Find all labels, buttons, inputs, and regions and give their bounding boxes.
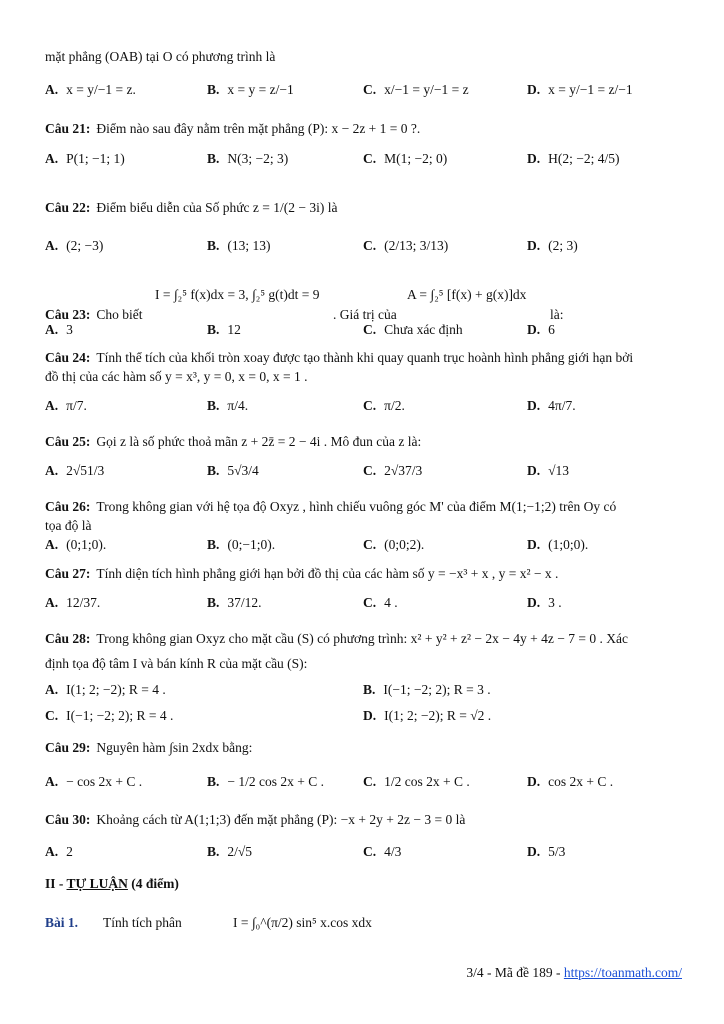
q21-option-c[interactable]: C. M(1; −2; 0) [363,151,448,166]
q30-option-d[interactable]: D. 5/3 [527,844,566,859]
q26-option-a[interactable]: A. (0;1;0). [45,537,107,552]
q27-text: Tính diện tích hình phẳng giới hạn bởi đồ thị của các hàm số y = −x³ + x , y = x² − x . [96,566,559,581]
q24-options [45,388,685,424]
q22-option-a[interactable]: A. (2; −3) [45,238,104,253]
bai1-text: Tính tích phân [103,915,182,930]
q25-label: Câu 25: [45,434,91,449]
q27-option-c[interactable]: C. 4 . [363,595,398,610]
q21-options [45,141,685,177]
section-suffix: (4 điểm) [127,876,179,891]
q24-stem-line1 [45,349,685,367]
q22-option-d[interactable]: D. (2; 3) [527,238,578,253]
q20-continuation-text: mặt phẳng (OAB) tại O có phương trình là [45,49,276,64]
q25-stem [45,433,685,451]
q24-text-line1: Tính thể tích của khối tròn xoay được tạo thành khi quay quanh trục hoành hình phẳng giới hạn bởi [96,350,634,365]
q26-option-c[interactable]: C. (0;0;2). [363,537,425,552]
q21-option-a[interactable]: A. P(1; −1; 1) [45,151,125,166]
q25-text: Gọi z là số phức thoả mãn z + 2z̄ = 2 − 4i . Mô đun của z là: [96,434,422,449]
q28-option-a[interactable]: A. I(1; 2; −2); R = 4 . [45,682,166,697]
q20-option-b-text: x = y = z/−1 [227,82,294,97]
q21-option-b[interactable]: B. N(3; −2; 3) [207,151,289,166]
bai1-row [45,914,685,932]
q20-options [45,72,685,108]
q29-option-d[interactable]: D. cos 2x + C . [527,774,614,789]
q30-text: Khoảng cách từ A(1;1;3) đến mặt phẳng (P): −x + 2y + 2z − 3 = 0 là [96,812,466,827]
q23-text-b: . Giá trị của [333,307,397,322]
q28-option-b[interactable]: B. I(−1; −2; 2); R = 3 . [363,682,491,697]
footer-link[interactable]: https://toanmath.com/ [563,965,682,980]
q24-stem-line2 [45,368,685,386]
q23-option-a[interactable]: A. 3 [45,322,73,337]
q22-option-c[interactable]: C. (2/13; 3/13) [363,238,449,253]
q20-option-a-text: x = y/−1 = z. [66,82,136,97]
q23-option-d[interactable]: D. 6 [527,322,555,337]
q20-option-b[interactable]: B. x = y = z/−1 [207,82,294,97]
q25-option-b[interactable]: B. 5√3/4 [207,463,259,478]
q26-label: Câu 26: [45,499,91,514]
q29-text: Nguyên hàm ∫sin 2xdx bằng: [96,740,253,755]
q26-text-line1: Trong không gian với hệ tọa độ Oxyz , hình chiếu vuông góc M' của điểm M(1;−1;2) trên Oy có [96,499,617,514]
q23-target-formula: A = ∫₂⁵ [f(x) + g(x)]dx [407,287,527,302]
q22-stem [45,199,685,217]
q24-option-b[interactable]: B. π/4. [207,398,249,413]
section-prefix: II - [45,876,67,891]
q24-option-c[interactable]: C. π/2. [363,398,405,413]
q27-option-b[interactable]: B. 37/12. [207,595,262,610]
q28-stem-line2 [45,655,685,673]
q24-option-d[interactable]: D. 4π/7. [527,398,576,413]
q25-option-c[interactable]: C. 2√37/3 [363,463,423,478]
q20-option-c-text: x/−1 = y/−1 = z [384,82,469,97]
q20-continuation [45,48,685,66]
q27-options [45,585,685,621]
q24-label: Câu 24: [45,350,91,365]
bai1-formula: I = ∫₀^(π/2) sin⁵ x.cos xdx [233,915,372,930]
q26-option-b[interactable]: B. (0;−1;0). [207,537,276,552]
q27-option-d[interactable]: D. 3 . [527,595,562,610]
q26-text-line2: tọa độ là [45,518,92,533]
q29-option-b[interactable]: B. − 1/2 cos 2x + C . [207,774,324,789]
q29-label: Câu 29: [45,740,91,755]
q26-stem-line1 [45,498,685,516]
section-heading [45,876,179,892]
q30-option-c[interactable]: C. 4/3 [363,844,402,859]
q29-options [45,764,685,800]
q27-label: Câu 27: [45,566,91,581]
q26-option-d[interactable]: D. (1;0;0). [527,537,589,552]
footer-text: 3/4 - Mã đề 189 - [466,965,564,980]
q25-options [45,453,685,489]
q28-options-row2 [45,704,685,728]
q28-stem-line1 [45,630,685,648]
q23-given-formula: I = ∫₂⁵ f(x)dx = 3, ∫₂⁵ g(t)dt = 9 [155,287,320,302]
q29-option-c[interactable]: C. 1/2 cos 2x + C . [363,774,470,789]
q28-text-line2: định tọa độ tâm I và bán kính R của mặt cầu (S): [45,656,308,671]
q21-option-d[interactable]: D. H(2; −2; 4/5) [527,151,620,166]
section-title: TỰ LUẬN [66,876,128,891]
q29-stem [45,739,685,757]
q20-option-a[interactable]: A. x = y/−1 = z. [45,82,136,97]
q28-options-row1 [45,678,685,702]
q30-stem [45,811,685,829]
q23-text-a: Cho biết [96,307,143,322]
q23-text-c: là: [550,307,564,322]
q20-option-c[interactable]: C. x/−1 = y/−1 = z [363,82,469,97]
q28-text-line1: Trong không gian Oxyz cho mặt cầu (S) có phương trình: x² + y² + z² − 2x − 4y + 4z − 7 = 0 . Xác [96,631,628,646]
q22-options [45,228,685,264]
q23-option-c[interactable]: C. Chưa xác định [363,322,463,337]
q23-option-b[interactable]: B. 12 [207,322,241,337]
q24-option-a[interactable]: A. π/7. [45,398,87,413]
q21-stem [45,120,685,138]
page-footer [466,965,682,981]
q28-label: Câu 28: [45,631,91,646]
q23-label: Câu 23: [45,307,91,322]
q22-label: Câu 22: [45,200,91,215]
q30-options [45,834,685,870]
q22-option-b[interactable]: B. (13; 13) [207,238,271,253]
q24-text-line2: đồ thị của các hàm số y = x³, y = 0, x = 0, x = 1 . [45,369,308,384]
q27-option-a[interactable]: A. 12/37. [45,595,101,610]
q25-option-a[interactable]: A. 2√51/3 [45,463,105,478]
q30-option-a[interactable]: A. 2 [45,844,73,859]
q25-option-d[interactable]: D. √13 [527,463,570,478]
q30-label: Câu 30: [45,812,91,827]
q20-option-d[interactable]: D. x = y/−1 = z/−1 [527,82,633,97]
q28-option-c[interactable]: C. I(−1; −2; 2); R = 4 . [45,708,174,723]
q21-text: Điểm nào sau đây nằm trên mặt phẳng (P): x − 2z + 1 = 0 ?. [96,121,421,136]
q20-option-d-text: x = y/−1 = z/−1 [548,82,633,97]
q29-option-a[interactable]: A. − cos 2x + C . [45,774,143,789]
q27-stem [45,565,685,583]
q28-option-d[interactable]: D. I(1; 2; −2); R = √2 . [363,708,492,723]
q30-option-b[interactable]: B. 2/√5 [207,844,253,859]
q21-label: Câu 21: [45,121,91,136]
q23-options [45,315,685,345]
q26-options [45,531,685,559]
bai1-label: Bài 1. [45,915,79,930]
q22-text: Điểm biểu diễn của Số phức z = 1/(2 − 3i) là [96,200,338,215]
